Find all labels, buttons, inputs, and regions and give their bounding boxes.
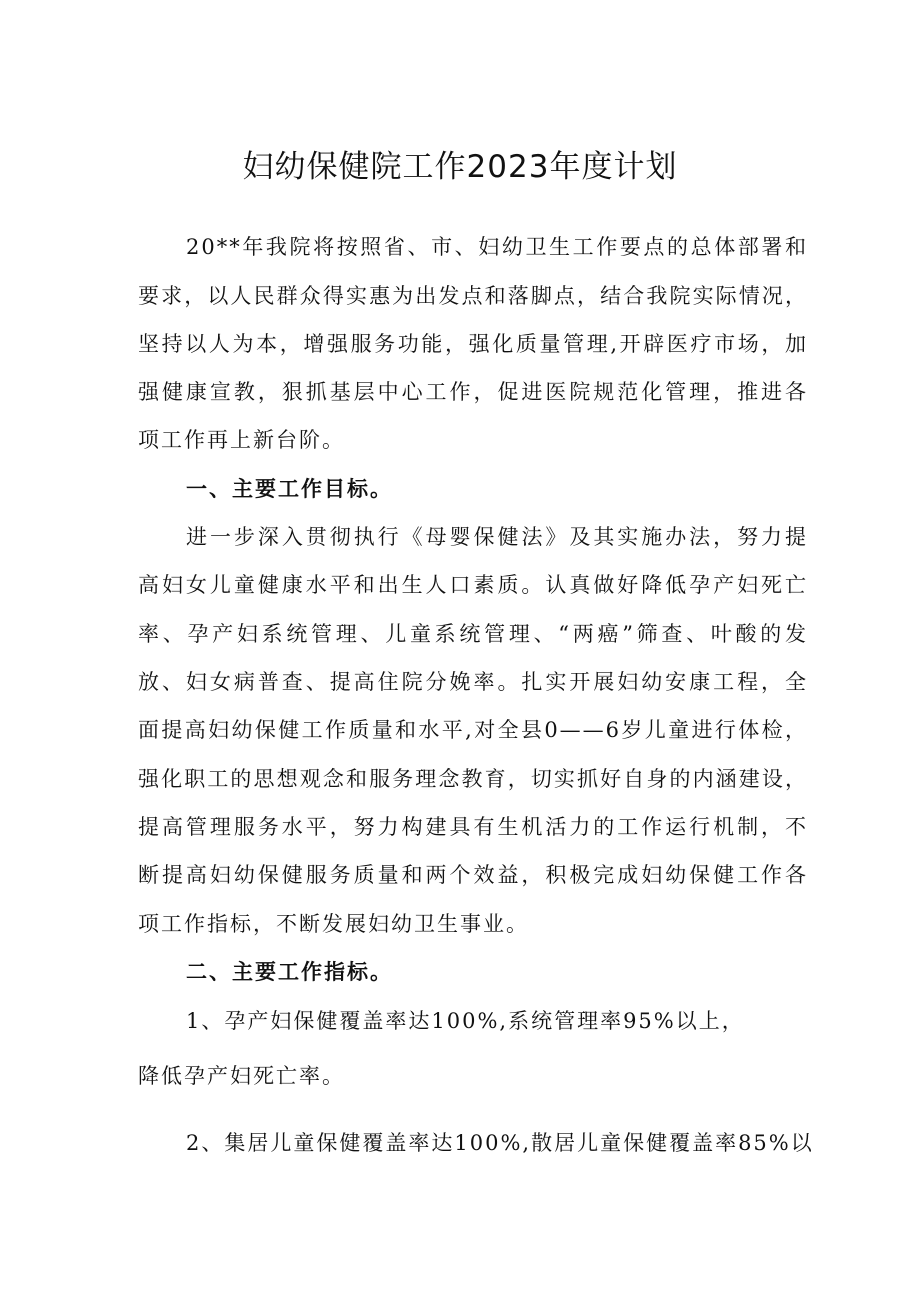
section-heading-goals: 一、主要工作目标。 [186, 476, 393, 501]
goals-line: 面提高妇幼保健工作质量和水平,对全县0——6岁儿童进行体检， [138, 718, 808, 742]
intro-line: 要求，以人民群众得实惠为出发点和落脚点，结合我院实际情况， [138, 284, 808, 308]
goals-line: 项工作指标，不断发展妇幼卫生事业。 [138, 912, 529, 936]
goals-line: 高妇女儿童健康水平和出生人口素质。认真做好降低孕产妇死亡 [138, 573, 808, 597]
goals-line: 断提高妇幼保健服务质量和两个效益，积极完成妇幼保健工作各 [138, 863, 808, 887]
intro-line: 坚持以人为本，增强服务功能，强化质量管理,开辟医疗市场，加 [138, 332, 808, 356]
intro-line: 项工作再上新台阶。 [138, 428, 345, 452]
document-title: 妇幼保健院工作2023年度计划 [242, 149, 678, 185]
section-heading-indicators: 二、主要工作指标。 [186, 959, 393, 984]
indicator-item-1: 1、孕产妇保健覆盖率达100%,系统管理率95%以上， [186, 1009, 745, 1033]
goals-line: 进一步深入贯彻执行《母婴保健法》及其实施办法，努力提 [186, 525, 808, 549]
indicator-item-2: 2、集居儿童保健覆盖率达100%,散居儿童保健覆盖率85%以 [186, 1131, 814, 1155]
goals-line: 率、孕产妇系统管理、儿童系统管理、“两癌”筛查、叶酸的发 [138, 622, 808, 646]
indicator-item-1-cont: 降低孕产妇死亡率。 [138, 1064, 345, 1088]
intro-line: 20**年我院将按照省、市、妇幼卫生工作要点的总体部署和 [186, 235, 808, 259]
goals-line: 强化职工的思想观念和服务理念教育，切实抓好自身的内涵建设， [138, 767, 808, 791]
goals-line: 放、妇女病普查、提高住院分娩率。扎实开展妇幼安康工程，全 [138, 670, 808, 694]
intro-line: 强健康宣教，狠抓基层中心工作，促进医院规范化管理，推进各 [138, 380, 808, 404]
goals-line: 提高管理服务水平，努力构建具有生机活力的工作运行机制，不 [138, 815, 808, 839]
